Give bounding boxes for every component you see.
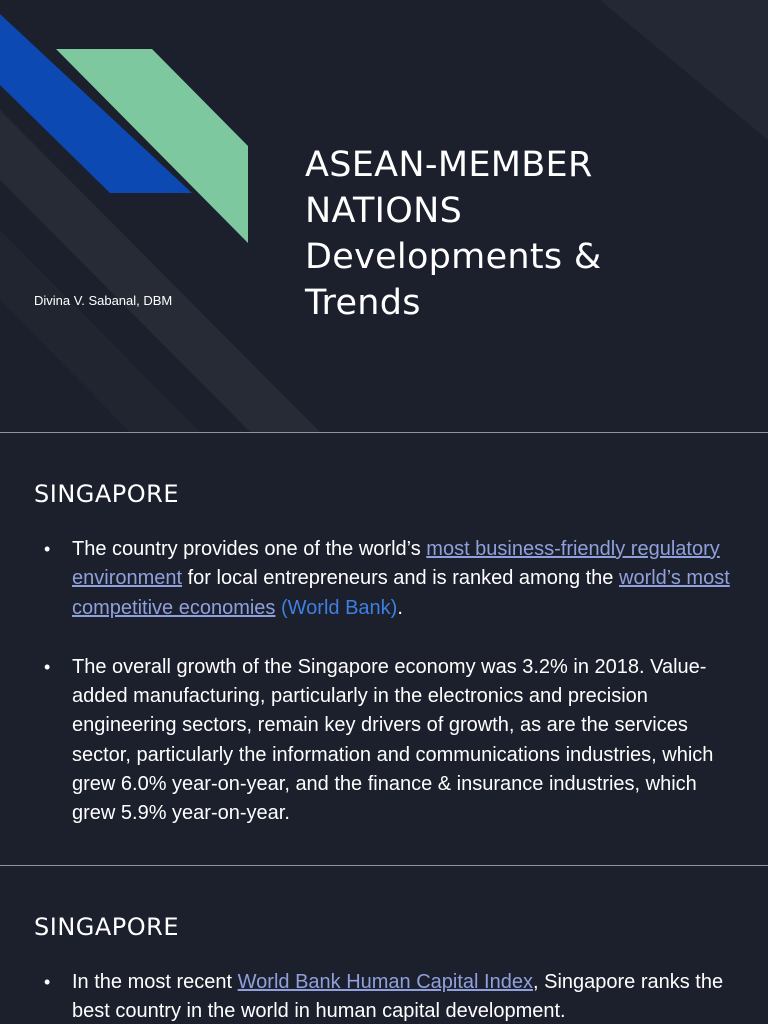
- source-citation: (World Bank): [281, 596, 398, 619]
- singapore-slide-1: [0, 433, 768, 865]
- bullet-text: .: [397, 596, 403, 619]
- bullet-text: for local entrepreneurs and is ranked among the: [182, 567, 619, 590]
- human-capital-index-link[interactable]: World Bank Human Capital Index: [237, 971, 533, 993]
- dark-stripe-lower: [0, 110, 320, 432]
- bullet-text: The country provides one of the world’s: [72, 538, 427, 560]
- competitive-economies-link[interactable]: world’s most competitive economies: [72, 567, 730, 619]
- slide-heading: SINGAPORE: [34, 480, 179, 508]
- title-slide: [0, 0, 768, 432]
- slide-heading: SINGAPORE: [34, 913, 179, 941]
- title-line-1: ASEAN-MEMBER: [305, 145, 593, 185]
- bullet-item: [72, 968, 738, 1024]
- business-friendly-link[interactable]: most business-friendly regulatory environment: [72, 538, 720, 590]
- title-line-2: NATIONS: [305, 191, 463, 231]
- dark-stripe-corner: [600, 0, 768, 140]
- singapore-slide-2: [0, 866, 768, 1024]
- title-line-3: Developments &: [305, 237, 602, 277]
- bullet-item: [72, 535, 738, 623]
- bullet-text: , Singapore ranks the best country in the world in human capital development.: [72, 971, 724, 1023]
- presentation-title: [305, 142, 745, 326]
- author-name: Divina V. Sabanal, DBM: [34, 293, 173, 308]
- bullet-list: [72, 535, 738, 859]
- bullet-list: [72, 968, 738, 1024]
- bullet-text: In the most recent: [72, 971, 238, 993]
- bullet-item: • The overall growth of the Singapore economy was 3.2% in 2018. Value-added manufacturing, particularly in the electronics and precision engineering sectors, remain key drivers of growth, as are the services sector, particularly the information and communications industries, which grew 6.0% year-on-year, and the finance & insurance industries, which grew 5.9% year-on-year.: [72, 653, 738, 829]
- title-line-4: Trends: [305, 283, 421, 323]
